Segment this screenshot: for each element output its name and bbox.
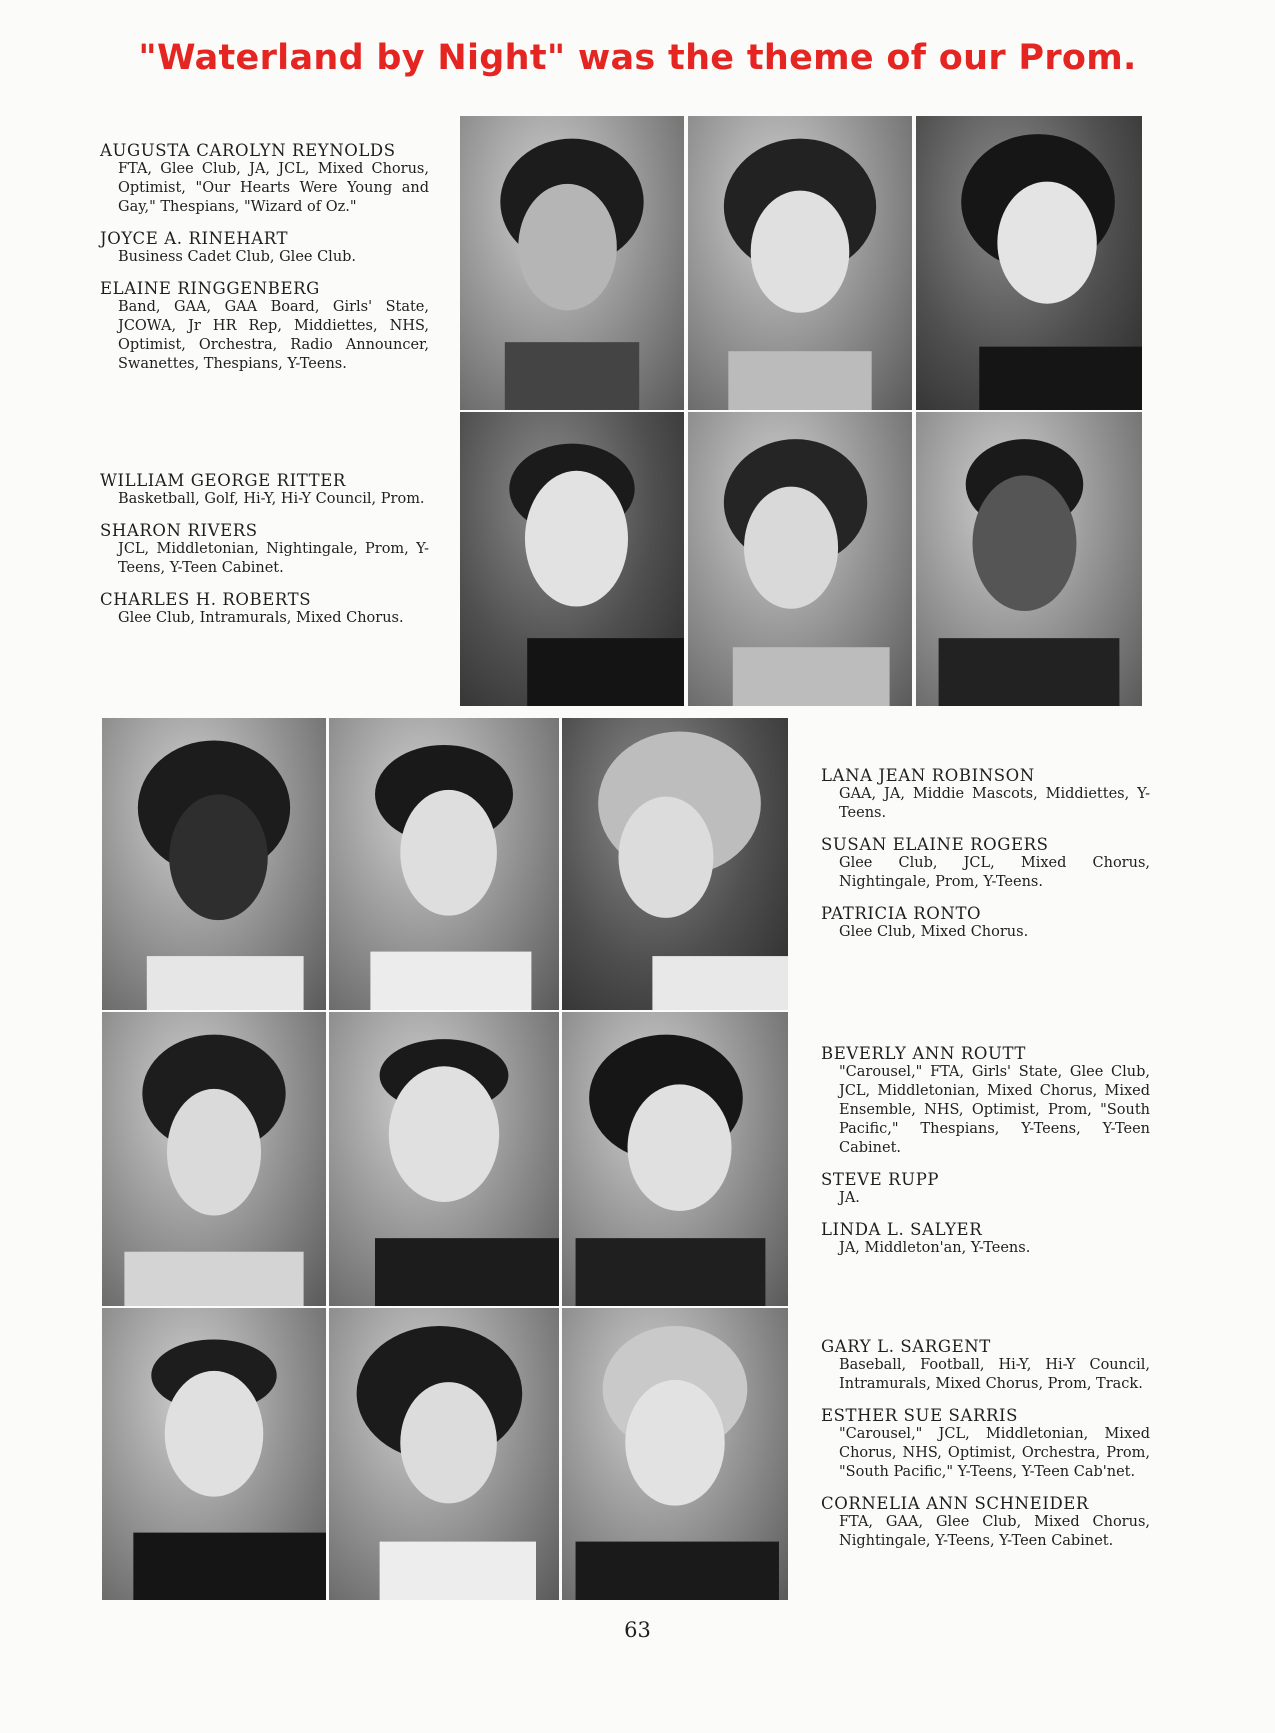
student-activities: "Carousel," FTA, Girls' State, Glee Club, JCL, Middletonian, Mixed Chorus, Mixed Ensemble, NHS, Optimist, Prom, "South Pacific," Thespians, Y-Teens, Y-Teen Cabinet. <box>839 1064 1150 1156</box>
student-activities: Band, GAA, GAA Board, Girls' State, JCOWA, Jr HR Rep, Middiettes, NHS, Optimist, Orchestra, Radio Announcer, Swanettes, Thespians, Y-Teens. <box>118 299 429 372</box>
student-name: CHARLES H. ROBERTS <box>100 590 312 609</box>
student-name: CORNELIA ANN SCHNEIDER <box>821 1494 1089 1513</box>
portrait-photo <box>460 116 684 410</box>
photo-grid-top <box>460 116 1142 706</box>
student-entry <box>821 1337 1150 1394</box>
student-entry <box>821 904 1150 942</box>
portrait-photo <box>688 116 912 410</box>
student-activities: FTA, Glee Club, JA, JCL, Mixed Chorus, Optimist, "Our Hearts Were Young and Gay," Thespians, "Wizard of Oz." <box>118 161 429 215</box>
student-activities: JCL, Middletonian, Nightingale, Prom, Y-Teens, Y-Teen Cabinet. <box>118 541 429 576</box>
student-name: WILLIAM GEORGE RITTER <box>100 471 346 490</box>
student-activities: Glee Club, JCL, Mixed Chorus, Nightingale, Prom, Y-Teens. <box>839 855 1150 890</box>
student-name: AUGUSTA CAROLYN REYNOLDS <box>100 141 396 160</box>
student-name: PATRICIA RONTO <box>821 904 982 923</box>
portrait-photo <box>329 718 559 1010</box>
student-entry <box>100 229 429 267</box>
student-entry <box>821 1406 1150 1482</box>
student-activities: Glee Club, Mixed Chorus. <box>839 924 1029 940</box>
student-activities: JA. <box>839 1190 860 1206</box>
portrait-photo <box>102 1308 326 1600</box>
student-entry <box>821 835 1150 892</box>
portrait-photo <box>688 412 912 706</box>
student-entry <box>821 1220 1150 1258</box>
student-entry <box>100 471 429 509</box>
caption-block-2 <box>100 471 429 640</box>
student-entry <box>100 590 429 628</box>
page-headline: "Waterland by Night" was the theme of our Prom. <box>138 38 1137 78</box>
student-activities: Basketball, Golf, Hi-Y, Hi-Y Council, Prom. <box>118 491 425 507</box>
student-name: ELAINE RINGGENBERG <box>100 279 320 298</box>
student-entry <box>100 141 429 217</box>
student-name: STEVE RUPP <box>821 1170 940 1189</box>
student-activities: "Carousel," JCL, Middletonian, Mixed Chorus, NHS, Optimist, Orchestra, Prom, "South Pacific," Y-Teens, Y-Teen Cab'net. <box>839 1426 1150 1480</box>
student-activities: Glee Club, Intramurals, Mixed Chorus. <box>118 610 404 626</box>
student-entry <box>100 521 429 578</box>
student-activities: JA, Middleton'an, Y-Teens. <box>839 1240 1031 1256</box>
photo-grid-bottom <box>102 718 788 1600</box>
caption-block-3 <box>821 766 1150 954</box>
portrait-photo <box>562 718 788 1010</box>
student-name: GARY L. SARGENT <box>821 1337 991 1356</box>
portrait-photo <box>102 718 326 1010</box>
student-entry <box>821 1494 1150 1551</box>
portrait-photo <box>329 1012 559 1306</box>
portrait-photo <box>916 412 1142 706</box>
caption-block-5 <box>821 1337 1150 1563</box>
student-entry <box>821 766 1150 823</box>
student-name: BEVERLY ANN ROUTT <box>821 1044 1027 1063</box>
student-name: ESTHER SUE SARRIS <box>821 1406 1019 1425</box>
student-entry <box>821 1170 1150 1208</box>
portrait-photo <box>102 1012 326 1306</box>
student-activities: Baseball, Football, Hi-Y, Hi-Y Council, Intramurals, Mixed Chorus, Prom, Track. <box>839 1357 1150 1392</box>
caption-block-4 <box>821 1044 1150 1270</box>
portrait-photo <box>460 412 684 706</box>
student-activities: Business Cadet Club, Glee Club. <box>118 249 357 265</box>
student-name: SUSAN ELAINE ROGERS <box>821 835 1049 854</box>
student-name: SHARON RIVERS <box>100 521 258 540</box>
student-name: LANA JEAN ROBINSON <box>821 766 1035 785</box>
student-entry <box>821 1044 1150 1158</box>
student-activities: FTA, GAA, Glee Club, Mixed Chorus, Nightingale, Y-Teens, Y-Teen Cabinet. <box>839 1514 1150 1549</box>
student-activities: GAA, JA, Middie Mascots, Middiettes, Y-Teens. <box>839 786 1150 821</box>
portrait-photo <box>329 1308 559 1600</box>
caption-block-1 <box>100 141 429 386</box>
portrait-photo <box>562 1012 788 1306</box>
student-name: JOYCE A. RINEHART <box>100 229 289 248</box>
student-name: LINDA L. SALYER <box>821 1220 983 1239</box>
portrait-photo <box>562 1308 788 1600</box>
portrait-photo <box>916 116 1142 410</box>
page-number: 63 <box>624 1618 651 1642</box>
student-entry <box>100 279 429 374</box>
